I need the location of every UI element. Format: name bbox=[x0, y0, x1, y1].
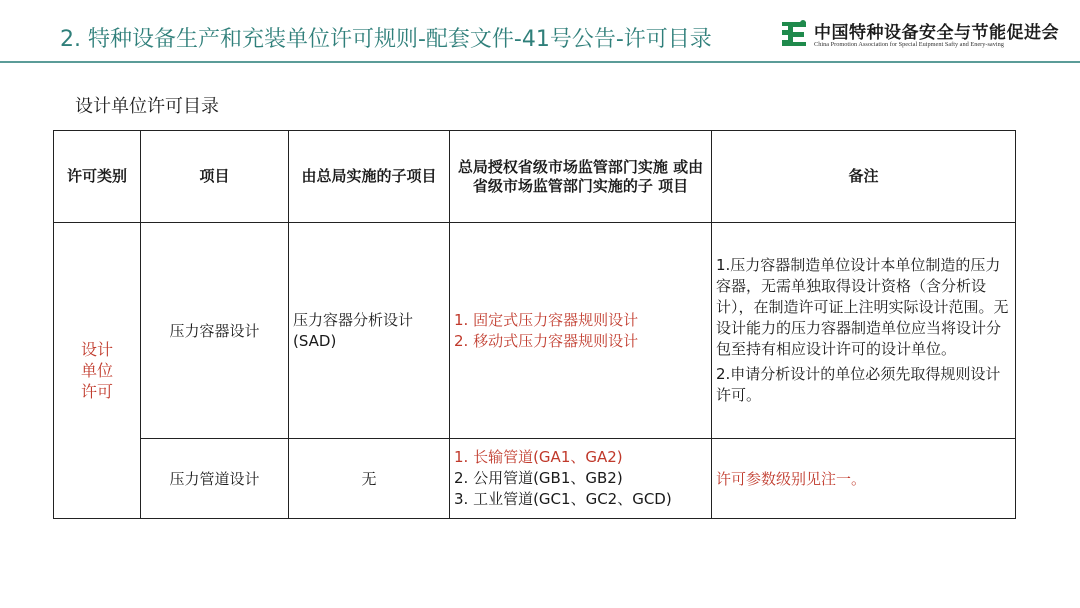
logo-emblem-icon bbox=[776, 14, 812, 50]
remarks-cell: 许可参数级别见注一。 bbox=[712, 439, 1016, 519]
provincial-sub-item-line: 1. 长输管道(GA1、GA2) bbox=[454, 448, 623, 466]
remarks-cell bbox=[712, 223, 1016, 439]
table-row bbox=[54, 223, 1016, 439]
slide-header bbox=[0, 0, 1080, 64]
hq-sub-item-cell: 无 bbox=[289, 439, 450, 519]
table-row bbox=[54, 439, 1016, 519]
provincial-sub-item-line: 1. 固定式压力容器规则设计 bbox=[454, 310, 639, 329]
remark-note-2: 2.申请分析设计的单位必须先取得规则设计许可。 bbox=[716, 365, 1001, 404]
hq-sub-item-line: (SAD) bbox=[293, 331, 337, 350]
provincial-sub-item-cell bbox=[450, 439, 712, 519]
header-provincial-sub-items: 总局授权省级市场监管部门实施 或由省级市场监管部门实施的子 项目 bbox=[450, 131, 712, 223]
header-item: 项目 bbox=[141, 131, 289, 223]
section-subtitle: 设计单位许可目录 bbox=[75, 96, 219, 117]
slide-title: 2. 特种设备生产和充装单位许可规则-配套文件-41号公告-许可目录 bbox=[60, 27, 712, 52]
remark-note-1: 1.压力容器制造单位设计本单位制造的压力容器，无需单独取得设计资格（含分析设计），在制造许可证上注明实际设计范围。无设计能力的压力容器制造单位应当将设计分包至持有相应设计许可的设计单位。 bbox=[716, 256, 1009, 358]
header-divider bbox=[0, 61, 1080, 63]
category-cell bbox=[54, 223, 141, 519]
association-logo bbox=[776, 14, 1072, 54]
provincial-sub-item-cell bbox=[450, 223, 712, 439]
category-line: 设计 bbox=[80, 340, 113, 359]
category-line: 许可 bbox=[80, 382, 113, 401]
permit-catalog-table bbox=[53, 130, 1016, 519]
logo-chinese-name: 中国特种设备安全与节能促进会 bbox=[814, 23, 1059, 43]
item-cell: 压力容器设计 bbox=[141, 223, 289, 439]
hq-sub-item-cell bbox=[289, 223, 450, 439]
provincial-sub-item-line: 2. 公用管道(GB1、GB2) bbox=[454, 469, 623, 487]
table-header-row bbox=[54, 131, 1016, 223]
provincial-sub-item-line: 2. 移动式压力容器规则设计 bbox=[454, 331, 639, 350]
logo-english-name: China Promotion Association for Special Euipment Safty and Enery-saving bbox=[814, 41, 1004, 48]
provincial-sub-item-line: 3. 工业管道(GC1、GC2、GCD) bbox=[454, 490, 672, 508]
category-line: 单位 bbox=[80, 361, 113, 380]
header-category: 许可类别 bbox=[54, 131, 141, 223]
item-cell: 压力管道设计 bbox=[141, 439, 289, 519]
hq-sub-item-line: 压力容器分析设计 bbox=[293, 310, 414, 329]
header-remarks: 备注 bbox=[712, 131, 1016, 223]
header-hq-sub-items: 由总局实施的子项目 bbox=[289, 131, 450, 223]
